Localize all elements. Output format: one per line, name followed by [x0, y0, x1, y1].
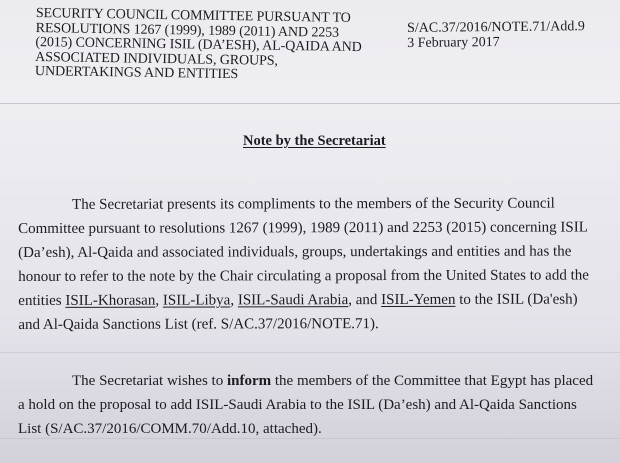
text-fragment: to the ISIL (Da'esh) — [455, 291, 578, 308]
paragraph-line: The Secretariat presents its compliments to the members of the Security Council — [72, 195, 555, 213]
paragraph-line — [18, 369, 618, 393]
paragraph-line-entities — [18, 287, 618, 313]
document-reference — [407, 19, 585, 51]
committee-name — [35, 7, 386, 85]
paragraph-line: List (S/AC.37/2016/COMM.70/Add.10, attached). — [18, 421, 322, 437]
text-fragment: , — [230, 292, 238, 309]
emphasis-inform: inform — [226, 373, 272, 389]
committee-line: RESOLUTIONS 1267 (1999), 1989 (2011) AND 2253 — [35, 20, 340, 41]
paragraph-line: Committee pursuant to resolutions 1267 (1999), 1989 (2011) and 2253 (2015) concerning ISIL — [18, 219, 588, 237]
text-fragment: , — [155, 292, 163, 309]
committee-line: UNDERTAKINGS AND ENTITIES — [34, 64, 239, 83]
text-fragment: , and — [348, 292, 382, 309]
entity-isil-libya: ISIL-Libya — [162, 292, 231, 309]
text-fragment: The Secretariat wishes to — [72, 373, 227, 389]
entity-isil-saudi-arabia: ISIL-Saudi Arabia — [237, 292, 349, 309]
paragraph-line: (Da’esh), Al-Qaida and associated individuals, groups, undertakings and entities and has the — [18, 243, 572, 261]
paragraph-line: and Al-Qaida Sanctions List (ref. S/AC.37/2016/NOTE.71). — [18, 316, 379, 333]
committee-line: (2015) CONCERNING ISIL (DA’ESH), AL-QAIDA AND — [35, 35, 362, 56]
paper-fold-line — [0, 352, 620, 353]
document-date: 3 February 2017 — [407, 35, 500, 51]
entity-isil-yemen: ISIL-Yemen — [381, 291, 456, 309]
paragraph-compliments — [18, 191, 618, 337]
committee-line: ASSOCIATED INDIVIDUALS, GROUPS, — [35, 49, 279, 69]
paragraph-line: honour to refer to the note by the Chair circulating a proposal from the United States to add the — [18, 267, 589, 285]
note-title: Note by the Secretariat — [243, 133, 386, 149]
text-fragment: entities — [18, 292, 66, 309]
committee-line: SECURITY COUNCIL COMMITTEE PURSUANT TO — [35, 6, 351, 26]
text-fragment: the members of the Committee that Egypt has placed — [271, 373, 594, 389]
paper-fold-line — [0, 103, 620, 104]
entity-isil-khorasan: ISIL-Khorasan — [65, 292, 156, 309]
paragraph-line: a hold on the proposal to add ISIL-Saudi Arabia to the ISIL (Da’esh) and Al-Qaida Sanctions — [18, 397, 577, 413]
paragraph-hold-notice — [18, 369, 618, 441]
document-symbol: S/AC.37/2016/NOTE.71/Add.9 — [407, 19, 585, 36]
